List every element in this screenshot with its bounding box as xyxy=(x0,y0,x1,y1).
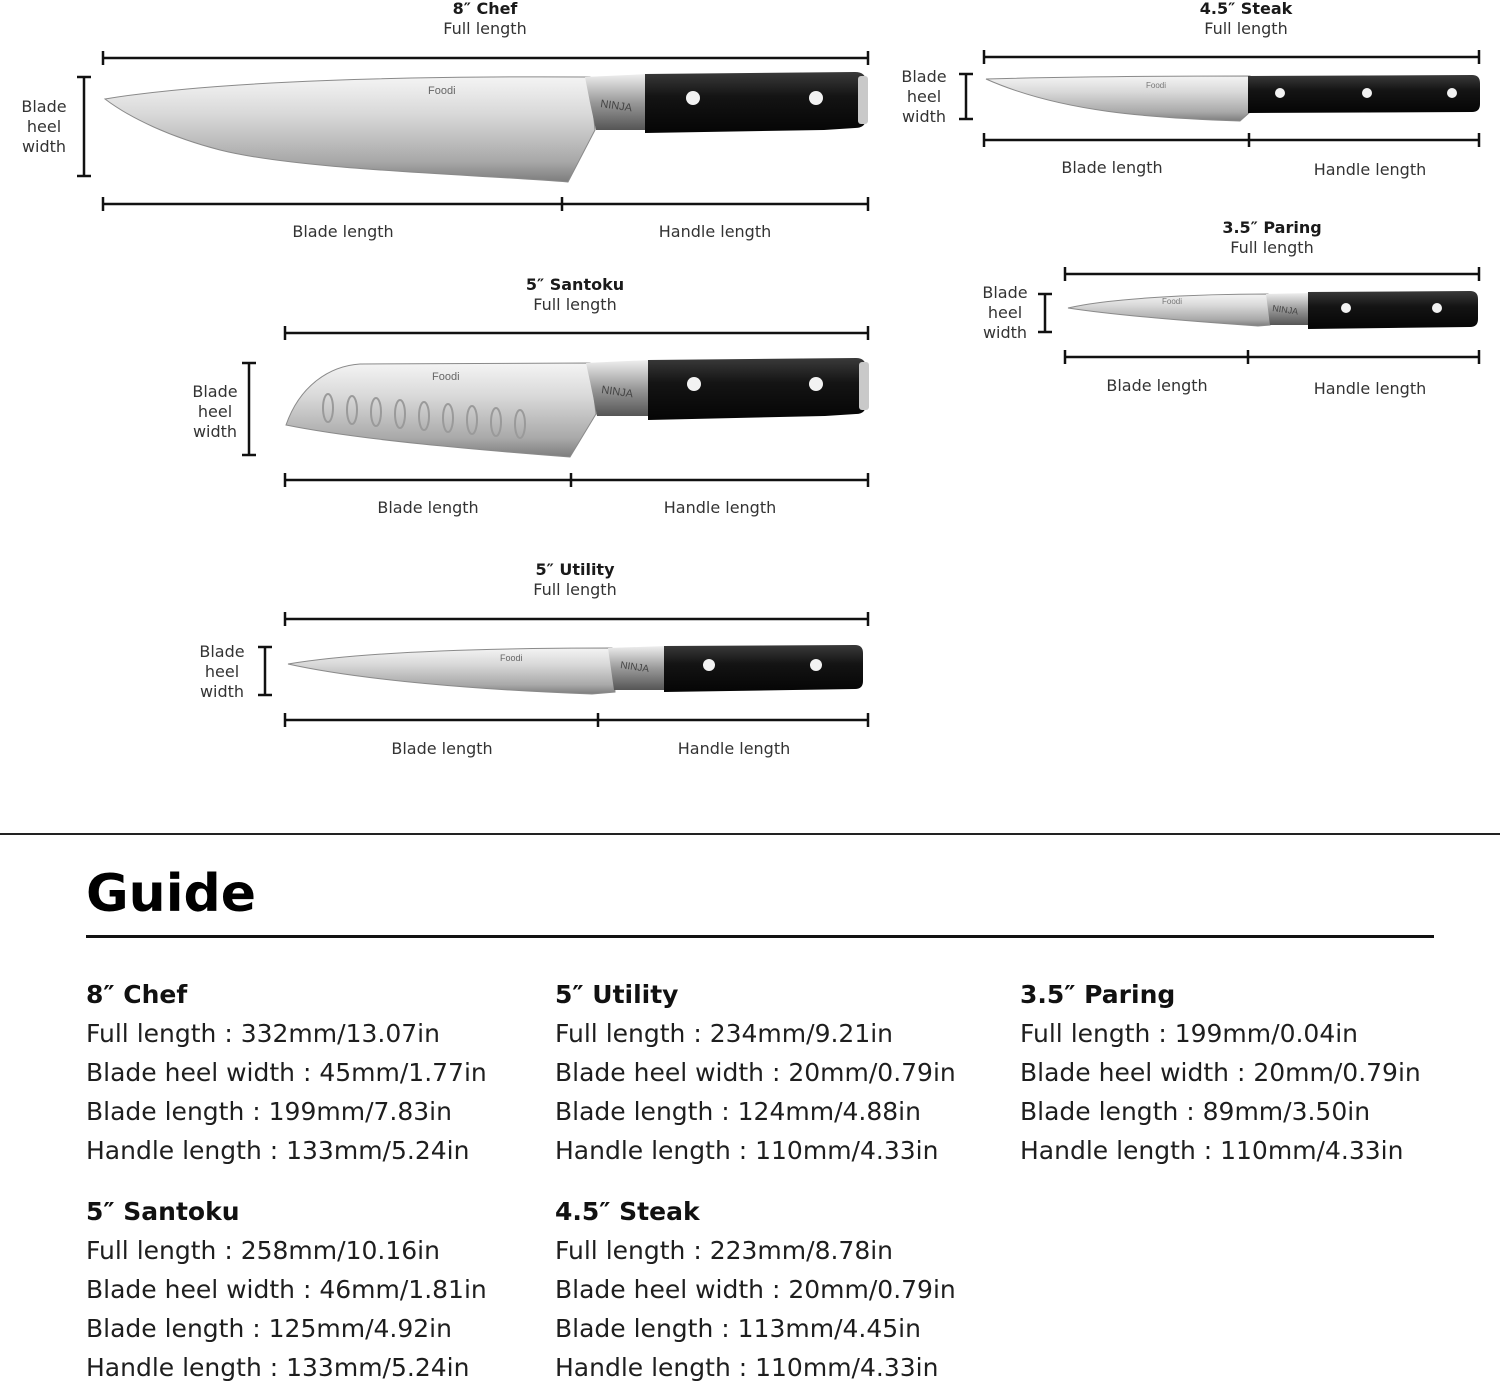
paring-brand-mark: Foodi xyxy=(1162,297,1183,306)
utility-brand-mark: Foodi xyxy=(500,653,523,663)
spec-steak xyxy=(555,1196,956,1387)
steak-full-length-label: Full length xyxy=(1204,19,1288,38)
spec-heel-width: Blade heel width : 20mm/0.79in xyxy=(555,1275,956,1304)
santoku-name: 5″ Santoku xyxy=(525,275,625,294)
utility-knife-image xyxy=(288,645,863,694)
spec-heel-width: Blade heel width : 46mm/1.81in xyxy=(86,1275,487,1304)
paring-name: 3.5″ Paring xyxy=(1222,218,1322,237)
spec-name: 8″ Chef xyxy=(86,980,188,1009)
steak-title xyxy=(1146,0,1346,40)
spec-full-length: Full length : 223mm/8.78in xyxy=(555,1236,894,1265)
paring-title xyxy=(1172,219,1372,259)
paring-full-length-label: Full length xyxy=(1230,238,1314,257)
spec-blade-length: Blade length : 113mm/4.45in xyxy=(555,1314,921,1343)
utility-handle-length-label: Handle length xyxy=(677,739,791,758)
chef-bolster-mark: NINJA xyxy=(599,98,633,115)
chef-heel-width-label: Blade heel width xyxy=(21,97,67,156)
spec-full-length: Full length : 199mm/0.04in xyxy=(1020,1019,1359,1048)
spec-utility xyxy=(555,979,956,1170)
spec-blade-length: Blade length : 124mm/4.88in xyxy=(555,1097,921,1126)
santoku-heel-width-label: Blade heel width xyxy=(192,382,238,441)
utility-title xyxy=(475,561,675,601)
paring-blade-length-label: Blade length xyxy=(1106,376,1208,395)
utility-name: 5″ Utility xyxy=(535,560,615,579)
santoku-full-length-label: Full length xyxy=(533,295,617,314)
santoku-brand-mark: Foodi xyxy=(432,371,460,383)
spec-name: 5″ Santoku xyxy=(86,1197,240,1226)
spec-heel-width: Blade heel width : 20mm/0.79in xyxy=(555,1058,956,1087)
spec-handle-length: Handle length : 133mm/5.24in xyxy=(86,1136,470,1165)
spec-handle-length: Handle length : 110mm/4.33in xyxy=(555,1353,939,1382)
steak-name: 4.5″ Steak xyxy=(1199,0,1293,18)
chef-knife-image xyxy=(105,72,868,182)
steak-knife-image xyxy=(986,75,1480,121)
spec-full-length: Full length : 234mm/9.21in xyxy=(555,1019,894,1048)
spec-handle-length: Handle length : 133mm/5.24in xyxy=(86,1353,470,1382)
santoku-blade-length-label: Blade length xyxy=(377,498,479,517)
spec-handle-length: Handle length : 110mm/4.33in xyxy=(1020,1136,1404,1165)
santoku-handle-length-label: Handle length xyxy=(663,498,777,517)
spec-heel-width: Blade heel width : 45mm/1.77in xyxy=(86,1058,487,1087)
chef-title xyxy=(385,0,585,40)
santoku-knife-image xyxy=(286,358,869,457)
spec-paring xyxy=(1020,979,1421,1170)
paring-heel-width-label: Blade heel width xyxy=(982,283,1028,342)
chef-handle-length-label: Handle length xyxy=(658,222,772,241)
utility-blade-length-label: Blade length xyxy=(391,739,493,758)
santoku-title xyxy=(475,276,675,316)
spec-handle-length: Handle length : 110mm/4.33in xyxy=(555,1136,939,1165)
paring-handle-length-label: Handle length xyxy=(1313,379,1427,398)
utility-full-length-label: Full length xyxy=(533,580,617,599)
spec-chef xyxy=(86,979,487,1170)
section-divider xyxy=(0,833,1500,835)
spec-full-length: Full length : 258mm/10.16in xyxy=(86,1236,440,1265)
guide-title: Guide xyxy=(86,864,257,924)
spec-blade-length: Blade length : 89mm/3.50in xyxy=(1020,1097,1371,1126)
spec-heel-width: Blade heel width : 20mm/0.79in xyxy=(1020,1058,1421,1087)
spec-name: 3.5″ Paring xyxy=(1020,980,1176,1009)
steak-blade-length-label: Blade length xyxy=(1061,158,1163,177)
chef-name: 8″ Chef xyxy=(452,0,518,18)
spec-blade-length: Blade length : 125mm/4.92in xyxy=(86,1314,452,1343)
chef-blade-length-label: Blade length xyxy=(292,222,394,241)
paring-bolster-mark: NINJA xyxy=(1271,303,1299,317)
chef-brand-mark: Foodi xyxy=(428,85,456,97)
spec-full-length: Full length : 332mm/13.07in xyxy=(86,1019,440,1048)
chef-full-length-label: Full length xyxy=(443,19,527,38)
utility-bolster-mark: NINJA xyxy=(619,660,650,675)
spec-santoku xyxy=(86,1196,487,1387)
paring-knife-image xyxy=(1068,291,1478,329)
utility-heel-width-label: Blade heel width xyxy=(199,642,245,701)
guide-rule xyxy=(86,935,1434,938)
steak-handle-length-label: Handle length xyxy=(1313,160,1427,179)
spec-name: 4.5″ Steak xyxy=(555,1197,700,1226)
spec-name: 5″ Utility xyxy=(555,980,679,1009)
spec-blade-length: Blade length : 199mm/7.83in xyxy=(86,1097,452,1126)
steak-heel-width-label: Blade heel width xyxy=(901,67,947,126)
santoku-bolster-mark: NINJA xyxy=(600,384,634,401)
steak-brand-mark: Foodi xyxy=(1146,81,1167,90)
